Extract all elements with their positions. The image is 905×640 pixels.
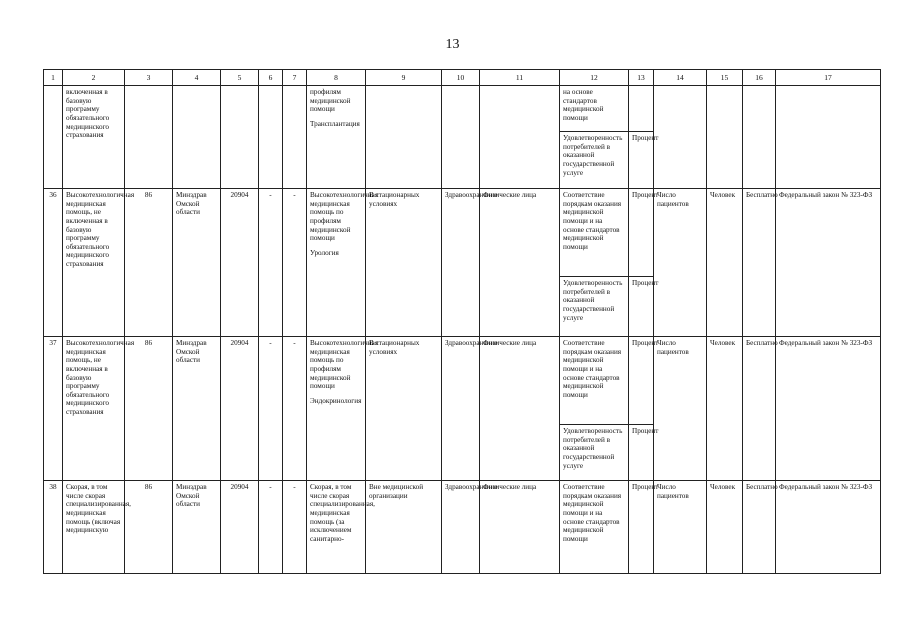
volume-indicator-cell: Число пациентов — [654, 189, 707, 337]
code-cell: 20904 — [221, 481, 259, 574]
conditions-cell: Вне медицинской организации — [366, 481, 442, 574]
authority-cell: Минздрав Омской области — [173, 189, 221, 337]
col-header: 5 — [221, 70, 259, 86]
service-profile-text: Трансплантация — [310, 119, 360, 128]
service-name-cell: Скорая, в том числе скорая специализированная, медицинская помощь (включая медицинскую — [63, 481, 125, 574]
header-row — [44, 70, 881, 86]
sphere-cell: Здравоохранение — [442, 481, 480, 574]
dash-cell: - — [283, 481, 307, 574]
service-profile-text: Эндокринология — [310, 396, 362, 405]
quality-indicator-cell: Соответствие порядкам оказания медицинской помощи и на основе стандартов медицинской помощи — [560, 481, 629, 574]
volume-unit-cell: Человек — [707, 189, 743, 337]
row-number-cell: 38 — [44, 481, 63, 574]
legal-basis-cell: Федеральный закон № 323-ФЗ — [776, 481, 881, 574]
payment-cell: Бесплатно — [743, 481, 776, 574]
col-header: 14 — [654, 70, 707, 86]
col-header: 3 — [125, 70, 173, 86]
code-cell: 86 — [125, 337, 173, 481]
service-content-cell — [307, 189, 379, 337]
authority-cell: Минздрав Омской области — [173, 481, 221, 574]
cell — [125, 86, 173, 189]
col-header: 13 — [629, 70, 654, 86]
quality-indicator-cell: Соответствие порядкам оказания медицинской помощи и на основе стандартов медицинской помощи — [560, 189, 629, 277]
dash-cell: - — [259, 337, 283, 481]
cell — [776, 86, 881, 189]
consumers-cell: Физические лица — [480, 189, 560, 337]
code-cell: 20904 — [221, 189, 259, 337]
continuation-row — [44, 86, 881, 132]
quality-indicator-cell: Удовлетворенность потребителей в оказанной государственной услуге — [560, 132, 629, 189]
dash-cell: - — [259, 481, 283, 574]
page-number: 13 — [445, 37, 460, 52]
col-header: 9 — [366, 70, 442, 86]
payment-cell: Бесплатно — [743, 189, 776, 337]
service-profile-text: Урология — [310, 248, 339, 257]
table-row — [44, 189, 881, 277]
cell — [259, 86, 283, 189]
col-header: 8 — [307, 70, 366, 86]
service-content-text: Высокотехнологичная медицинская помощь по профилям медицинской помощи — [310, 191, 379, 243]
cell — [173, 86, 221, 189]
service-content-cell — [307, 337, 379, 481]
cell — [221, 86, 259, 189]
unit-cell: Процент — [629, 337, 654, 425]
col-header: 10 — [442, 70, 480, 86]
col-header: 6 — [259, 70, 283, 86]
col-header: 17 — [776, 70, 881, 86]
quality-indicator-cell: Удовлетворенность потребителей в оказанной государственной услуге — [560, 425, 629, 481]
dash-cell: - — [283, 189, 307, 337]
cell — [366, 86, 442, 189]
code-cell: 86 — [125, 481, 173, 574]
dash-cell: - — [259, 189, 283, 337]
sphere-cell: Здравоохранение — [442, 189, 480, 337]
quality-indicator-cell: на основе стандартов медицинской помощи — [560, 86, 629, 132]
services-registry-table — [43, 69, 881, 574]
code-cell: 20904 — [221, 337, 259, 481]
cell — [707, 86, 743, 189]
col-header: 2 — [63, 70, 125, 86]
service-name-cell: Высокотехнологичная медицинская помощь, не включенная в базовую программу обязательного медицинского страхования — [63, 337, 125, 481]
col-header: 11 — [480, 70, 560, 86]
col-header: 12 — [560, 70, 629, 86]
service-name-cell: Высокотехнологичная медицинская помощь, не включенная в базовую программу обязательного медицинского страхования — [63, 189, 125, 337]
legal-basis-cell: Федеральный закон № 323-ФЗ — [776, 337, 881, 481]
unit-cell: Процент — [629, 481, 654, 574]
unit-cell: Процент — [629, 132, 654, 189]
unit-cell: Процент — [629, 277, 654, 337]
payment-cell: Бесплатно — [743, 337, 776, 481]
col-header: 16 — [743, 70, 776, 86]
authority-cell: Минздрав Омской области — [173, 337, 221, 481]
row-number-cell: 37 — [44, 337, 63, 481]
service-content-text: Высокотехнологичная медицинская помощь по профилям медицинской помощи — [310, 339, 379, 391]
row-number-cell: 36 — [44, 189, 63, 337]
cell — [629, 86, 654, 132]
col-header: 4 — [173, 70, 221, 86]
table-row — [44, 337, 881, 425]
volume-indicator-cell: Число пациентов — [654, 481, 707, 574]
cell — [442, 86, 480, 189]
col-header: 1 — [44, 70, 63, 86]
table-row — [44, 481, 881, 574]
col-header: 7 — [283, 70, 307, 86]
consumers-cell: Физические лица — [480, 337, 560, 481]
cell — [283, 86, 307, 189]
cell — [480, 86, 560, 189]
col-header: 15 — [707, 70, 743, 86]
volume-unit-cell: Человек — [707, 337, 743, 481]
service-content-cell — [307, 86, 366, 189]
dash-cell: - — [283, 337, 307, 481]
quality-indicator-cell: Соответствие порядкам оказания медицинской помощи и на основе стандартов медицинской помощи — [560, 337, 629, 425]
unit-cell: Процент — [629, 425, 654, 481]
cell — [44, 86, 63, 189]
volume-unit-cell: Человек — [707, 481, 743, 574]
unit-cell: Процент — [629, 189, 654, 277]
conditions-cell: В стационарных условиях — [366, 337, 442, 481]
service-content-text: профилям медицинской помощи — [310, 88, 351, 114]
consumers-cell: Физические лица — [480, 481, 560, 574]
sphere-cell: Здравоохранение — [442, 337, 480, 481]
volume-indicator-cell: Число пациентов — [654, 337, 707, 481]
cell — [743, 86, 776, 189]
quality-indicator-cell: Удовлетворенность потребителей в оказанной государственной услуге — [560, 277, 629, 337]
legal-basis-cell: Федеральный закон № 323-ФЗ — [776, 189, 881, 337]
cell — [654, 86, 707, 189]
service-name-cell: включенная в базовую программу обязательного медицинского страхования — [63, 86, 125, 189]
code-cell: 86 — [125, 189, 173, 337]
service-content-cell: Скорая, в том числе скорая специализированная, медицинская помощь (за исключением санитарно- — [307, 481, 366, 574]
conditions-cell: В стационарных условиях — [366, 189, 442, 337]
